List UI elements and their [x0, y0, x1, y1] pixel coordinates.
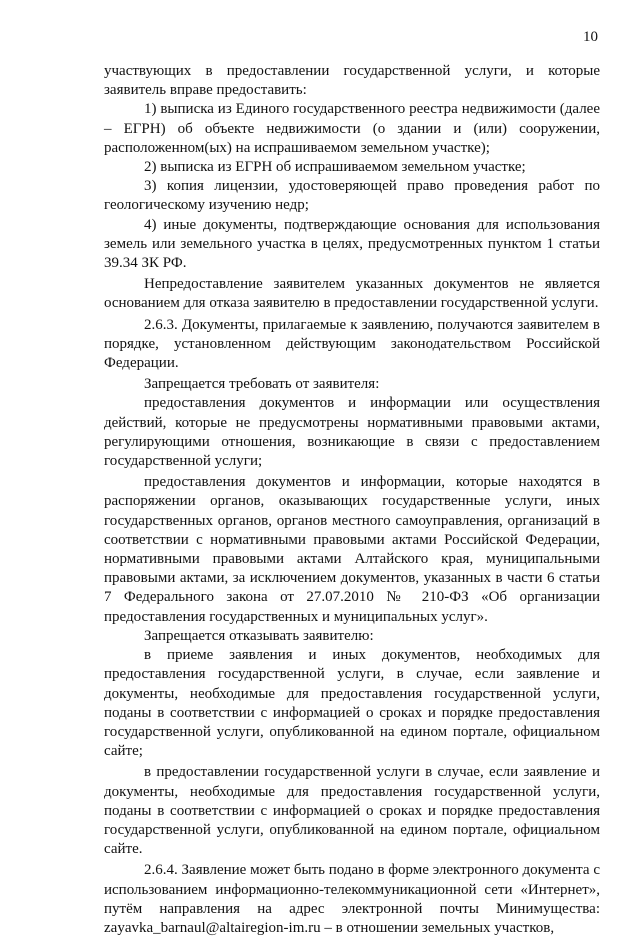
list-item-license-copy: 3) копия лицензии, удостоверяющей право проведения работ по геологическому изучению недр;	[104, 178, 600, 214]
paragraph-continuation: участвующих в предоставлении государственной услуги, и которые заявитель вправе предоставить:	[104, 63, 600, 99]
paragraph-refuse-item-2: в предоставлении государственной услуги в случае, если заявление и документы, необходимые для предоставления государственной услуги, поданы в соответствии с информацией о сроках и порядке предоставления государственной услуги, опубликованной на едином портале, официальном сайте.	[104, 764, 600, 858]
paragraph-refuse-item-1: в приеме заявления и иных документов, необходимых для предоставления государственной услуги, в случае, если заявление и документы, необходимые для предоставления государственной услуги, поданы в соответствии с информацией о сроках и порядке предоставления государственной услуги, опубликованной на едином портале, официальном сайте;	[104, 647, 600, 760]
paragraph-require-item-2: предоставления документов и информации, которые находятся в распоряжении органов, оказывающих государственные услуги, иных государственных органов, органов местного самоуправления, организаций в соответствии с нормативными правовыми актами Российской Федерации, нормативными правовыми актами Алтайского края, муниципальными правовыми актами, за исключением документов, указанных в части 6 статьи 7 Федерального закона от 27.07.2010 № 210-ФЗ «Об организации предоставления государственных и муниципальных услуг».	[104, 474, 600, 625]
paragraph-prohibited-to-require: Запрещается требовать от заявителя:	[144, 376, 380, 393]
document-body	[104, 62, 600, 938]
paragraph-section-2-6-4: 2.6.4. Заявление может быть подано в форме электронного документа с использованием информационно-телекоммуникационной сети «Интернет», путём направления на адрес электронной почты Минимущества: zayavka_barnaul@altairegion-im.ru – в отношении земельных участков,	[104, 862, 600, 936]
paragraph-section-2-6-3: 2.6.3. Документы, прилагаемые к заявлению, получаются заявителем в порядке, установленном действующим законодательством Российской Федерации.	[104, 316, 600, 372]
paragraph-require-item-1: предоставления документов и информации или осуществления действий, которые не предусмотрены нормативными правовыми актами, регулирующими отношения, возникающие в связи с предоставлением государственной услуги;	[104, 395, 600, 470]
paragraph-prohibited-to-refuse: Запрещается отказывать заявителю:	[144, 627, 374, 644]
paragraph-non-submission: Непредоставление заявителем указанных документов не является основанием для отказа заявителю в предоставлении государственной услуги.	[104, 276, 600, 312]
list-item-other-documents: 4) иные документы, подтверждающие основания для использования земель или земельного участка в целях, предусмотренных пунктом 1 статьи 39.34 ЗК РФ.	[104, 216, 600, 272]
page-number: 10	[583, 29, 598, 45]
list-item-egrn-building: 1) выписка из Единого государственного реестра недвижимости (далее – ЕГРН) об объекте недвижимости (о здании и (или) сооружении, расположенном(ых) на испрашиваемом земельном участке);	[104, 101, 600, 156]
list-item-egrn-land: 2) выписка из ЕГРН об испрашиваемом земельном участке;	[144, 159, 526, 176]
